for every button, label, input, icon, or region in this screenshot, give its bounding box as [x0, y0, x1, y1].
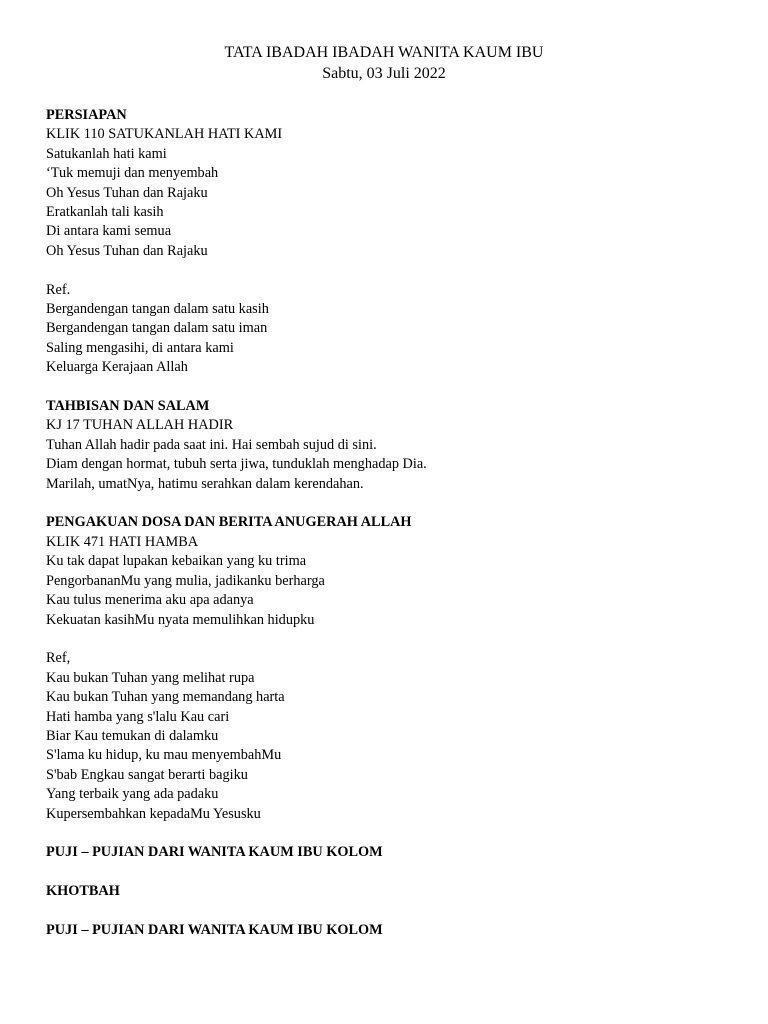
verse-line: Marilah, umatNya, hatimu serahkan dalam kerendahan. [46, 475, 364, 492]
refrain-line: S'bab Engkau sangat berarti bagiku [46, 766, 248, 783]
refrain-line: S'lama ku hidup, ku mau menyembahMu [46, 747, 282, 764]
song-title: KLIK 110 SATUKANLAH HATI KAMI [46, 126, 283, 143]
section-heading-khotbah: KHOTBAH [46, 883, 120, 900]
refrain-line: Kau bukan Tuhan yang memandang harta [46, 689, 285, 706]
refrain-line: Saling mengasihi, di antara kami [46, 339, 234, 356]
section-persiapan [46, 106, 722, 378]
document-title: TATA IBADAH IBADAH WANITA KAUM IBU [224, 44, 544, 61]
song-title: KJ 17 TUHAN ALLAH HADIR [46, 417, 234, 434]
refrain-line: Bergandengan tangan dalam satu iman [46, 320, 268, 337]
document-header [46, 42, 722, 84]
refrain-line: Bergandengan tangan dalam satu kasih [46, 301, 269, 318]
refrain-line: Kupersembahkan kepadaMu Yesusku [46, 805, 261, 822]
section-heading: TAHBISAN DAN SALAM [46, 398, 210, 415]
verse-line: Ku tak dapat lupakan kebaikan yang ku trima [46, 553, 307, 570]
verse-line: Kau tulus menerima aku apa adanya [46, 592, 254, 609]
verse-line: Di antara kami semua [46, 223, 172, 240]
verse-line: ‘Tuk memuji dan menyembah [46, 165, 219, 182]
verse-line: Tuhan Allah hadir pada saat ini. Hai sembah sujud di sini. [46, 436, 377, 453]
verse-line: Eratkanlah tali kasih [46, 204, 164, 221]
section-heading: PERSIAPAN [46, 107, 127, 123]
refrain-line: Hati hamba yang s'lalu Kau cari [46, 708, 230, 725]
verse-line: Diam dengan hormat, tubuh serta jiwa, tunduklah menghadap Dia. [46, 456, 427, 473]
refrain-line: Keluarga Kerajaan Allah [46, 359, 188, 376]
section-tahbisan [46, 397, 722, 494]
refrain-label: Ref. [46, 281, 71, 298]
refrain-label: Ref, [46, 650, 71, 667]
document-body [46, 106, 722, 940]
refrain-line: Yang terbaik yang ada padaku [46, 786, 219, 803]
refrain-line: Biar Kau temukan di dalamku [46, 727, 219, 744]
section-heading-puji-1: PUJI – PUJIAN DARI WANITA KAUM IBU KOLOM [46, 844, 383, 861]
section-pengakuan [46, 513, 722, 823]
refrain-line: Kau bukan Tuhan yang melihat rupa [46, 669, 255, 686]
verse-line: Kekuatan kasihMu nyata memulihkan hidupku [46, 611, 315, 628]
song-title: KLIK 471 HATI HAMBA [46, 533, 199, 550]
section-heading: PENGAKUAN DOSA DAN BERITA ANUGERAH ALLAH [46, 514, 412, 531]
verse-line: Oh Yesus Tuhan dan Rajaku [46, 242, 208, 259]
verse-line: Satukanlah hati kami [46, 145, 167, 162]
document-date: Sabtu, 03 Juli 2022 [322, 65, 446, 82]
verse-line: Oh Yesus Tuhan dan Rajaku [46, 184, 208, 201]
verse-line: PengorbananMu yang mulia, jadikanku berharga [46, 572, 325, 589]
section-heading-puji-2: PUJI – PUJIAN DARI WANITA KAUM IBU KOLOM [46, 921, 383, 938]
